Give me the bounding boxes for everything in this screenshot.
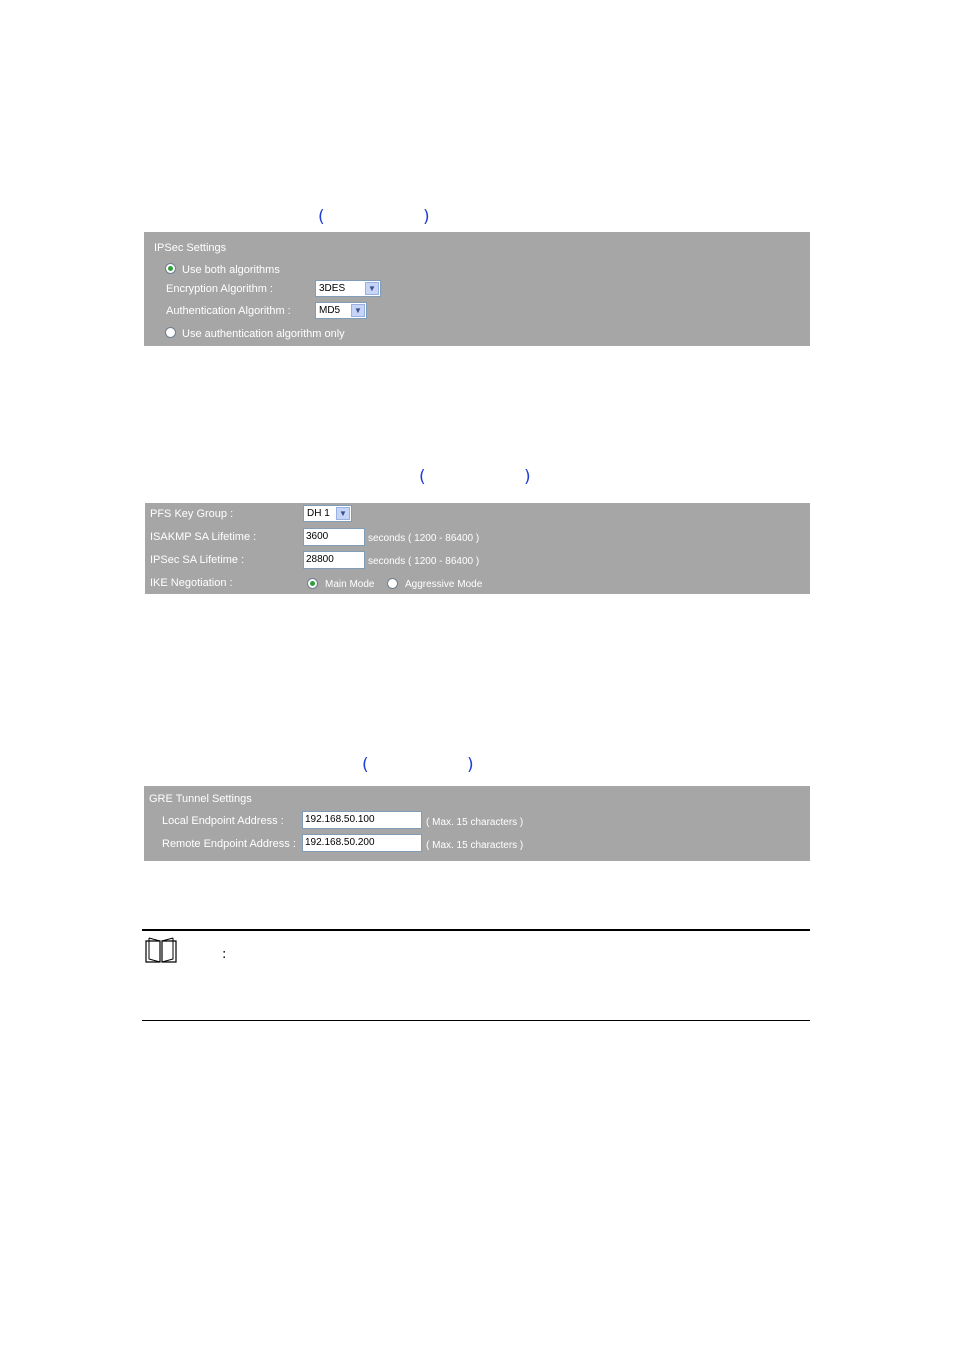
local-endpoint-label: Local Endpoint Address : <box>162 815 284 827</box>
main-mode-label: Main Mode <box>325 579 375 590</box>
encryption-algorithm-value: 3DES <box>319 283 346 294</box>
note-colon: : <box>222 947 227 962</box>
chevron-down-icon[interactable]: ▼ <box>351 304 365 317</box>
chevron-down-icon[interactable]: ▼ <box>336 507 350 520</box>
ike-negotiation-label: IKE Negotiation : <box>150 577 233 589</box>
gre-paren-open: ( <box>362 755 369 775</box>
aggressive-mode-radio[interactable] <box>387 578 398 589</box>
ipsec-lifetime-input[interactable]: 28800 <box>303 551 365 569</box>
ipsec-paren-close: ) <box>423 207 430 227</box>
ike-paren-open: ( <box>419 467 426 487</box>
aggressive-mode-label: Aggressive Mode <box>405 579 483 590</box>
authentication-algorithm-label: Authentication Algorithm : <box>166 305 291 317</box>
pfs-key-group-label: PFS Key Group : <box>150 508 234 520</box>
isakmp-lifetime-input[interactable]: 3600 <box>303 528 365 546</box>
authentication-algorithm-select[interactable] <box>315 302 367 319</box>
auth-only-radio[interactable] <box>165 327 176 338</box>
pfs-key-group-value: DH 1 <box>307 508 330 519</box>
note-top-rule <box>142 929 810 931</box>
ipsec-paren-open: ( <box>318 207 325 227</box>
radio-selected-dot <box>168 266 173 271</box>
authentication-algorithm-value: MD5 <box>319 305 341 316</box>
radio-selected-dot <box>310 581 315 586</box>
encryption-algorithm-select[interactable] <box>315 280 381 297</box>
ipsec-lifetime-label: IPSec SA Lifetime : <box>150 554 245 566</box>
gre-paren-close: ) <box>467 755 474 775</box>
ike-settings-panel <box>145 503 810 594</box>
remote-endpoint-input[interactable]: 192.168.50.200 <box>302 834 422 852</box>
use-both-label: Use both algorithms <box>182 264 280 276</box>
remote-endpoint-label: Remote Endpoint Address : <box>162 838 296 850</box>
remote-endpoint-hint: ( Max. 15 characters ) <box>426 840 524 851</box>
ipsec-settings-title: IPSec Settings <box>154 242 227 254</box>
ipsec-settings-panel <box>144 232 810 346</box>
pfs-key-group-select[interactable] <box>303 505 352 522</box>
gre-settings-title: GRE Tunnel Settings <box>149 793 252 805</box>
auth-only-label: Use authentication algorithm only <box>182 328 345 340</box>
note-bottom-rule <box>142 1020 810 1021</box>
isakmp-lifetime-hint: seconds ( 1200 - 86400 ) <box>368 533 480 544</box>
ike-paren-close: ) <box>524 467 531 487</box>
main-mode-radio[interactable] <box>307 578 318 589</box>
ipsec-lifetime-hint: seconds ( 1200 - 86400 ) <box>368 556 480 567</box>
gre-tunnel-settings-panel <box>144 786 810 861</box>
chevron-down-icon[interactable]: ▼ <box>365 282 379 295</box>
use-both-radio[interactable] <box>165 263 176 274</box>
book-icon <box>144 937 178 969</box>
encryption-algorithm-label: Encryption Algorithm : <box>166 283 273 295</box>
local-endpoint-hint: ( Max. 15 characters ) <box>426 817 524 828</box>
local-endpoint-input[interactable]: 192.168.50.100 <box>302 811 422 829</box>
isakmp-lifetime-label: ISAKMP SA Lifetime : <box>150 531 257 543</box>
